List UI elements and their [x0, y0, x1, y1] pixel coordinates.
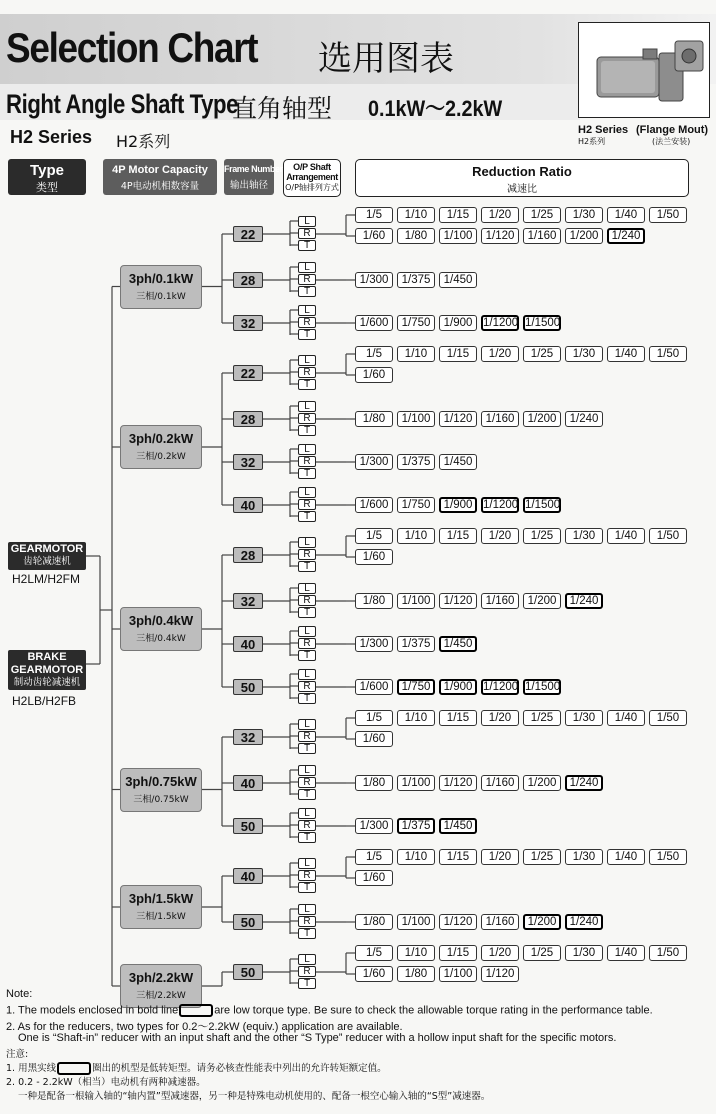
ratio-1-375: 1/375	[397, 272, 435, 288]
ratio-1-10: 1/10	[397, 528, 435, 544]
ratio-1-450: 1/450	[439, 272, 477, 288]
shaft-option-t: T	[298, 511, 316, 522]
ratio-1-50: 1/50	[649, 528, 687, 544]
ratio-1-60: 1/60	[355, 966, 393, 982]
ratio-1-1200: 1/1200	[483, 317, 519, 329]
motor-capacity-en: 3ph/0.75kW	[125, 773, 197, 789]
shaft-option-l: L	[298, 765, 316, 776]
ratio-1-10: 1/10	[397, 849, 435, 865]
type-brake-gearmotor-en-2: GEARMOTOR	[10, 664, 84, 676]
ratio-1-30: 1/30	[565, 945, 603, 961]
ratio-1-30: 1/30	[565, 346, 603, 362]
ratio-1-25: 1/25	[523, 710, 561, 726]
ratio-1-160: 1/160	[523, 228, 561, 244]
ratio-1-5: 1/5	[355, 207, 393, 223]
motor-capacity-3ph-2.2kw	[120, 964, 202, 1008]
ratio-1-20: 1/20	[481, 945, 519, 961]
ratio-1-60: 1/60	[355, 367, 393, 383]
column-header-shaft-en2: Arrangement	[286, 172, 338, 182]
ratio-1-80: 1/80	[355, 411, 393, 427]
column-header-type-en: Type	[30, 162, 64, 179]
ratio-1-100: 1/100	[397, 593, 435, 609]
ratio-1-80: 1/80	[355, 775, 393, 791]
ratio-1-60: 1/60	[355, 731, 393, 747]
gearmotor-illustration	[579, 23, 709, 117]
shaft-option-t: T	[298, 743, 316, 754]
ratio-1-5: 1/5	[355, 945, 393, 961]
shaft-option-t: T	[298, 693, 316, 704]
ratio-1-20: 1/20	[481, 528, 519, 544]
shaft-option-t: T	[298, 468, 316, 479]
photo-caption-mount-cn: (法兰安装)	[652, 137, 691, 146]
shaft-option-r: R	[298, 317, 316, 328]
column-header-frame-en: Frame Number	[224, 164, 283, 174]
shaft-option-r: R	[298, 681, 316, 692]
ratio-1-100: 1/100	[397, 914, 435, 930]
ratio-1-10: 1/10	[397, 945, 435, 961]
ratio-1-450: 1/450	[439, 818, 477, 834]
ratio-1-240: 1/240	[565, 914, 603, 930]
note-2-cn-detail: 一种是配备一根输入轴的“轴内置”型减速器，另一种是特殊电动机使用的、配备一根空心输入轴的“S型”减速器。	[18, 1091, 491, 1102]
motor-capacity-en: 3ph/0.1kW	[128, 270, 194, 286]
ratio-1-40: 1/40	[607, 207, 645, 223]
motor-capacity-en: 3ph/0.4kW	[128, 613, 194, 628]
column-header-capacity	[103, 159, 217, 195]
shaft-option-l: L	[298, 954, 316, 965]
column-header-frame	[224, 159, 283, 195]
ratio-1-450: 1/450	[439, 454, 477, 470]
note-1-cn-part-b: 圈出的机型是低转矩型。请务必核查性能表中列出的允许转矩额定值。	[92, 1063, 387, 1074]
ratio-1-5: 1/5	[355, 710, 393, 726]
motor-capacity-cn: 三相/0.1kW	[136, 291, 186, 302]
frame-number-50: 50	[233, 914, 263, 930]
frame-number-28: 28	[233, 547, 263, 563]
ratio-1-600: 1/600	[355, 679, 393, 695]
motor-capacity-3ph-0.75kw	[120, 768, 202, 812]
column-header-shaft-en1: O/P Shaft	[293, 162, 331, 172]
motor-capacity-cn: 三相/2.2kW	[136, 991, 186, 1001]
ratio-1-5: 1/5	[355, 346, 393, 362]
ratio-1-10: 1/10	[397, 346, 435, 362]
frame-number-32: 32	[233, 593, 263, 609]
ratio-1-240: 1/240	[607, 228, 645, 244]
page-subtitle-cn: 直角轴型	[232, 94, 333, 123]
ratio-1-600: 1/600	[355, 497, 393, 513]
frame-number-50: 50	[233, 964, 263, 980]
ratio-1-25: 1/25	[523, 945, 561, 961]
frame-number-28: 28	[233, 272, 263, 288]
motor-capacity-cn: 三相/0.4kW	[136, 634, 186, 644]
ratio-1-240: 1/240	[565, 593, 603, 609]
ratio-1-300: 1/300	[355, 454, 393, 470]
ratio-1-80: 1/80	[355, 914, 393, 930]
shaft-option-r: R	[298, 549, 316, 560]
ratio-1-50: 1/50	[649, 945, 687, 961]
shaft-option-l: L	[298, 626, 316, 637]
shaft-option-l: L	[298, 444, 316, 455]
ratio-1-10: 1/10	[397, 710, 435, 726]
ratio-1-100: 1/100	[397, 775, 435, 791]
power-range: 0.1kW～2.2kW	[368, 96, 503, 121]
ratio-1-200: 1/200	[523, 775, 561, 791]
shaft-option-r: R	[298, 820, 316, 831]
ratio-1-200: 1/200	[523, 593, 561, 609]
shaft-option-t: T	[298, 561, 316, 572]
ratio-1-900: 1/900	[439, 315, 477, 331]
ratio-1-900: 1/900	[439, 679, 477, 695]
shaft-option-t: T	[298, 425, 316, 436]
motor-capacity-cn: 三相/1.5kW	[136, 912, 186, 922]
column-header-ratio-en: Reduction Ratio	[472, 164, 572, 179]
type-brake-gearmotor	[8, 650, 86, 690]
shaft-option-r: R	[298, 274, 316, 285]
shaft-option-t: T	[298, 789, 316, 800]
ratio-1-40: 1/40	[607, 849, 645, 865]
photo-caption-cn: H2系列	[578, 137, 606, 146]
shaft-option-r: R	[298, 413, 316, 424]
shaft-option-t: T	[298, 832, 316, 843]
ratio-1-1200: 1/1200	[483, 499, 519, 511]
ratio-1-20: 1/20	[481, 710, 519, 726]
motor-capacity-3ph-1.5kw	[120, 885, 202, 929]
gearmotor-photo	[578, 22, 710, 118]
shaft-option-l: L	[298, 401, 316, 412]
ratio-1-375: 1/375	[397, 636, 435, 652]
shaft-option-l: L	[298, 355, 316, 366]
motor-capacity-3ph-0.1kw	[120, 265, 202, 309]
shaft-option-l: L	[298, 487, 316, 498]
ratio-1-1200: 1/1200	[483, 681, 519, 693]
ratio-1-80: 1/80	[397, 228, 435, 244]
shaft-option-l: L	[298, 305, 316, 316]
ratio-1-15: 1/15	[439, 346, 477, 362]
shaft-option-t: T	[298, 882, 316, 893]
ratio-1-50: 1/50	[649, 849, 687, 865]
ratio-1-30: 1/30	[565, 207, 603, 223]
ratio-1-25: 1/25	[523, 346, 561, 362]
ratio-1-160: 1/160	[481, 411, 519, 427]
ratio-1-5: 1/5	[355, 849, 393, 865]
ratio-1-120: 1/120	[439, 411, 477, 427]
page-subtitle: Right Angle Shaft Type	[6, 89, 239, 119]
ratio-1-120: 1/120	[439, 593, 477, 609]
ratio-1-15: 1/15	[439, 528, 477, 544]
note-2: 2. As for the reducers, two types for 0.2～2.2kW (equiv.) application are available.	[6, 1021, 403, 1033]
ratio-1-50: 1/50	[649, 207, 687, 223]
column-header-shaft-cn: O/P轴排列方式	[285, 183, 339, 192]
shaft-option-r: R	[298, 777, 316, 788]
ratio-1-375: 1/375	[397, 454, 435, 470]
ratio-1-15: 1/15	[439, 710, 477, 726]
ratio-1-120: 1/120	[481, 228, 519, 244]
shaft-option-l: L	[298, 719, 316, 730]
frame-number-40: 40	[233, 775, 263, 791]
frame-number-22: 22	[233, 226, 263, 242]
ratio-1-750: 1/750	[397, 315, 435, 331]
column-header-frame-cn: 输出轴径	[229, 180, 268, 191]
ratio-1-15: 1/15	[439, 945, 477, 961]
shaft-option-t: T	[298, 650, 316, 661]
ratio-1-750: 1/750	[397, 497, 435, 513]
note-heading: Note:	[6, 988, 33, 1000]
frame-number-40: 40	[233, 636, 263, 652]
column-header-type-cn: 类型	[36, 181, 58, 194]
ratio-1-300: 1/300	[355, 272, 393, 288]
ratio-1-1500: 1/1500	[525, 317, 561, 329]
motor-capacity-en: 3ph/2.2kW	[128, 970, 194, 985]
shaft-option-l: L	[298, 904, 316, 915]
column-header-capacity-cn: 4P电动机相数容量	[120, 181, 200, 192]
ratio-1-50: 1/50	[649, 710, 687, 726]
motor-capacity-3ph-0.4kw	[120, 607, 202, 651]
shaft-option-t: T	[298, 379, 316, 390]
shaft-option-t: T	[298, 329, 316, 340]
ratio-1-375: 1/375	[397, 818, 435, 834]
page-title-cn: 选用图表	[318, 39, 454, 79]
ratio-1-240: 1/240	[565, 775, 603, 791]
ratio-1-20: 1/20	[481, 849, 519, 865]
ratio-1-25: 1/25	[523, 207, 561, 223]
ratio-1-750: 1/750	[397, 679, 435, 695]
frame-number-40: 40	[233, 868, 263, 884]
ratio-1-30: 1/30	[565, 710, 603, 726]
shaft-option-t: T	[298, 607, 316, 618]
ratio-1-40: 1/40	[607, 346, 645, 362]
motor-capacity-cn: 三相/0.75kW	[133, 794, 189, 805]
ratio-1-20: 1/20	[481, 207, 519, 223]
shaft-option-r: R	[298, 595, 316, 606]
ratio-1-100: 1/100	[397, 411, 435, 427]
shaft-option-r: R	[298, 638, 316, 649]
ratio-1-10: 1/10	[397, 207, 435, 223]
shaft-option-r: R	[298, 499, 316, 510]
ratio-1-20: 1/20	[481, 346, 519, 362]
motor-capacity-en: 3ph/1.5kW	[128, 891, 194, 906]
shaft-option-l: L	[298, 858, 316, 869]
photo-caption: H2 Series	[578, 124, 629, 136]
shaft-option-r: R	[298, 367, 316, 378]
ratio-1-1500: 1/1500	[525, 681, 561, 693]
shaft-option-l: L	[298, 262, 316, 273]
photo-caption-mount: (Flange Mout)	[636, 124, 709, 136]
shaft-option-l: L	[298, 537, 316, 548]
ratio-1-25: 1/25	[523, 849, 561, 865]
ratio-1-60: 1/60	[355, 870, 393, 886]
ratio-1-900: 1/900	[439, 497, 477, 513]
ratio-1-120: 1/120	[439, 775, 477, 791]
column-header-capacity-en: 4P Motor Capacity	[112, 164, 208, 176]
ratio-1-15: 1/15	[439, 849, 477, 865]
note-1-cn-part-a: 1. 用黑实线	[6, 1063, 57, 1074]
ratio-1-300: 1/300	[355, 636, 393, 652]
note-1-part-a: 1. The models enclosed in bold line	[6, 1004, 179, 1017]
shaft-option-r: R	[298, 228, 316, 239]
ratio-1-300: 1/300	[355, 818, 393, 834]
type-brake-gearmotor-en-1: BRAKE	[27, 651, 67, 663]
shaft-option-r: R	[298, 456, 316, 467]
frame-number-22: 22	[233, 365, 263, 381]
shaft-option-l: L	[298, 216, 316, 227]
ratio-1-120: 1/120	[481, 966, 519, 982]
ratio-1-30: 1/30	[565, 528, 603, 544]
model-brake-gearmotor: H2LB/H2FB	[12, 694, 77, 708]
ratio-1-100: 1/100	[439, 228, 477, 244]
ratio-1-1500: 1/1500	[525, 499, 561, 511]
motor-capacity-3ph-0.2kw	[120, 425, 202, 469]
ratio-1-200: 1/200	[523, 914, 561, 930]
frame-number-28: 28	[233, 411, 263, 427]
column-header-ratio	[355, 159, 689, 197]
shaft-option-l: L	[298, 669, 316, 680]
ratio-1-160: 1/160	[481, 775, 519, 791]
column-header-shaft	[283, 159, 341, 197]
ratio-1-120: 1/120	[439, 914, 477, 930]
note-2-detail: One is “Shaft-in” reducer with an input shaft and the other “S Type” reducer with a hollow input shaft for the specific motors.	[18, 1032, 617, 1044]
ratio-1-25: 1/25	[523, 528, 561, 544]
note-2-cn: 2. 0.2 - 2.2kW（相当）电动机有两种减速器。	[6, 1077, 206, 1088]
ratio-1-15: 1/15	[439, 207, 477, 223]
low-torque-box-icon	[179, 1004, 213, 1017]
series-label: H2 Series	[10, 127, 93, 147]
frame-number-32: 32	[233, 454, 263, 470]
note-1	[6, 1004, 653, 1017]
ratio-1-50: 1/50	[649, 346, 687, 362]
frame-number-32: 32	[233, 315, 263, 331]
ratio-1-240: 1/240	[565, 411, 603, 427]
ratio-1-200: 1/200	[523, 411, 561, 427]
frame-number-50: 50	[233, 818, 263, 834]
ratio-1-450: 1/450	[439, 636, 477, 652]
model-gearmotor: H2LM/H2FM	[12, 572, 81, 586]
shaft-option-t: T	[298, 928, 316, 939]
ratio-1-60: 1/60	[355, 549, 393, 565]
type-gearmotor-en: GEARMOTOR	[10, 543, 84, 555]
shaft-option-r: R	[298, 731, 316, 742]
ratio-1-80: 1/80	[355, 593, 393, 609]
type-brake-gearmotor-cn: 制动齿轮减速机	[13, 677, 81, 688]
ratio-1-40: 1/40	[607, 710, 645, 726]
note-heading-cn: 注意:	[6, 1049, 29, 1060]
motor-capacity-en: 3ph/0.2kW	[128, 431, 194, 446]
type-gearmotor	[8, 542, 86, 570]
ratio-1-5: 1/5	[355, 528, 393, 544]
page-title: Selection Chart	[6, 24, 258, 71]
ratio-1-600: 1/600	[355, 315, 393, 331]
shaft-option-r: R	[298, 870, 316, 881]
shaft-option-l: L	[298, 583, 316, 594]
frame-number-32: 32	[233, 729, 263, 745]
frame-number-50: 50	[233, 679, 263, 695]
ratio-1-40: 1/40	[607, 945, 645, 961]
ratio-1-100: 1/100	[439, 966, 477, 982]
shaft-option-r: R	[298, 916, 316, 927]
note-1-part-b: are low torque type. Be sure to check the allowable torque rating in the performance table.	[214, 1004, 653, 1017]
ratio-1-160: 1/160	[481, 593, 519, 609]
ratio-1-60: 1/60	[355, 228, 393, 244]
ratio-1-160: 1/160	[481, 914, 519, 930]
shaft-option-r: R	[298, 966, 316, 977]
ratio-1-80: 1/80	[397, 966, 435, 982]
column-header-type	[8, 159, 86, 195]
frame-number-40: 40	[233, 497, 263, 513]
ratio-1-40: 1/40	[607, 528, 645, 544]
column-header-ratio-cn: 减速比	[507, 184, 537, 195]
shaft-option-l: L	[298, 808, 316, 819]
series-label-cn: H2系列	[116, 132, 171, 151]
type-gearmotor-cn: 齿轮减速机	[23, 556, 71, 567]
ratio-1-200: 1/200	[565, 228, 603, 244]
shaft-option-t: T	[298, 240, 316, 251]
shaft-option-t: T	[298, 286, 316, 297]
shaft-option-t: T	[298, 978, 316, 989]
motor-capacity-cn: 三相/0.2kW	[136, 452, 186, 462]
ratio-1-30: 1/30	[565, 849, 603, 865]
note-1-cn	[6, 1060, 387, 1075]
